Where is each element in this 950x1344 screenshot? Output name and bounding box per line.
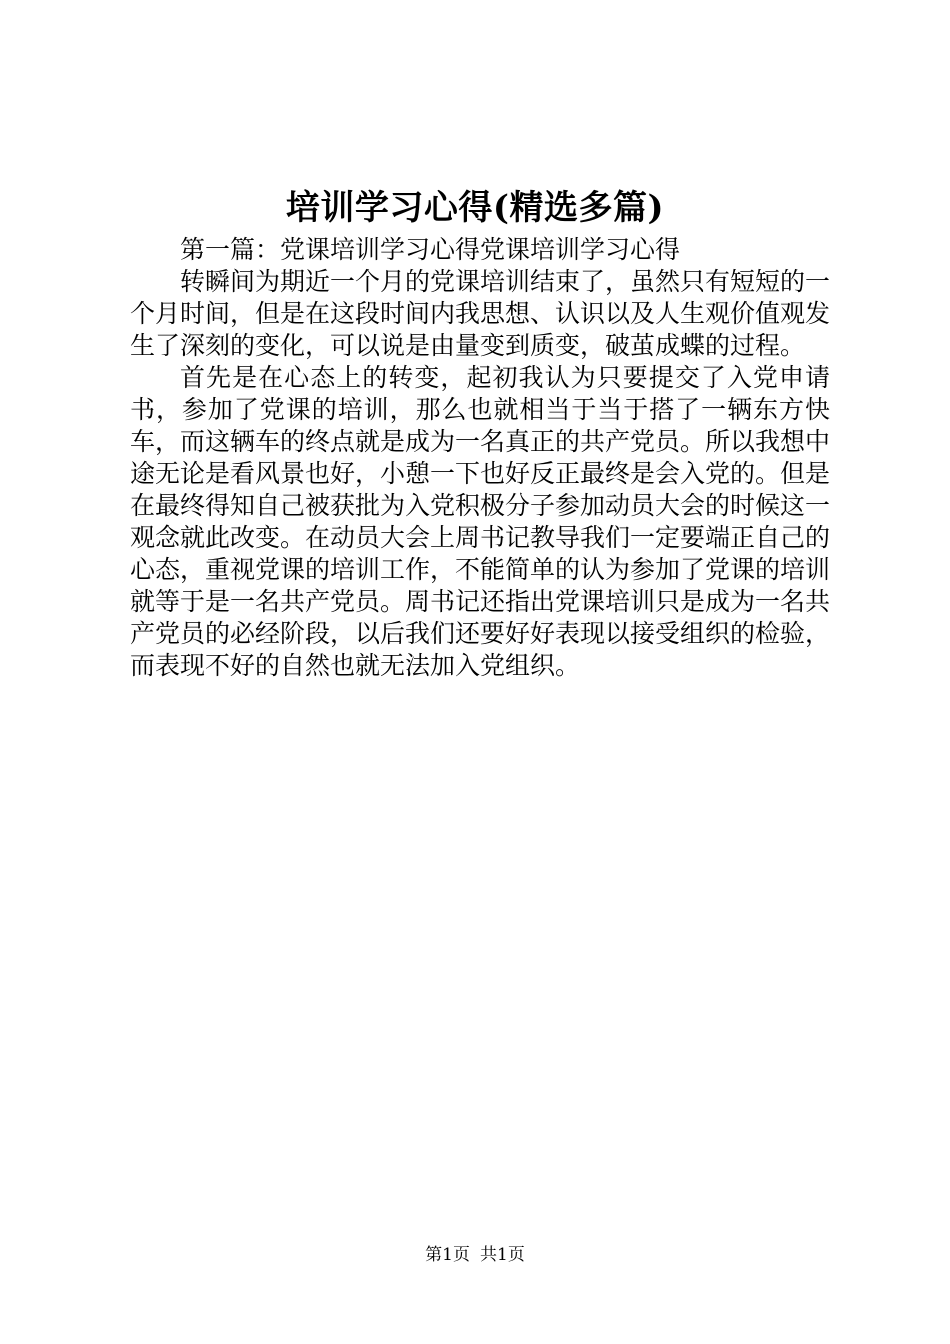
paragraph: 转瞬间为期近一个月的党课培训结束了，虽然只有短短的一个月时间，但是在这段时间内我思想、认识以及人生观价值观发生了深刻的变化，可以说是由量变到质变，破茧成蝶的过程。 bbox=[130, 267, 831, 360]
document-title: 培训学习心得(精选多篇) bbox=[285, 188, 665, 228]
paragraph: 首先是在心态上的转变，起初我认为只要提交了入党申请书，参加了党课的培训，那么也就相当于当于搭了一辆东方快车，而这辆车的终点就是成为一名真正的共产党员。所以我想中途无论是看风景也好，小憩一下也好反正最终是会入党的。但是在最终得知自己被获批为入党积极分子参加动员大会的时候这一观念就此改变。在动员大会上周书记教导我们一定要端正自己的心态，重视党课的培训工作，不能简单的认为参加了党课的培训就等于是一名共产党员。周书记还指出党课培训只是成为一名共产党员的必经阶段，以后我们还要好好表现以接受组织的检验，而表现不好的自然也就无法加入党组织。 bbox=[130, 363, 831, 680]
page-number: 第1页 bbox=[425, 1245, 470, 1265]
page-footer bbox=[0, 1244, 950, 1266]
section-heading: 第一篇：党课培训学习心得党课培训学习心得 bbox=[180, 235, 681, 264]
page-total: 共1页 bbox=[480, 1245, 525, 1265]
document-body bbox=[130, 234, 830, 682]
